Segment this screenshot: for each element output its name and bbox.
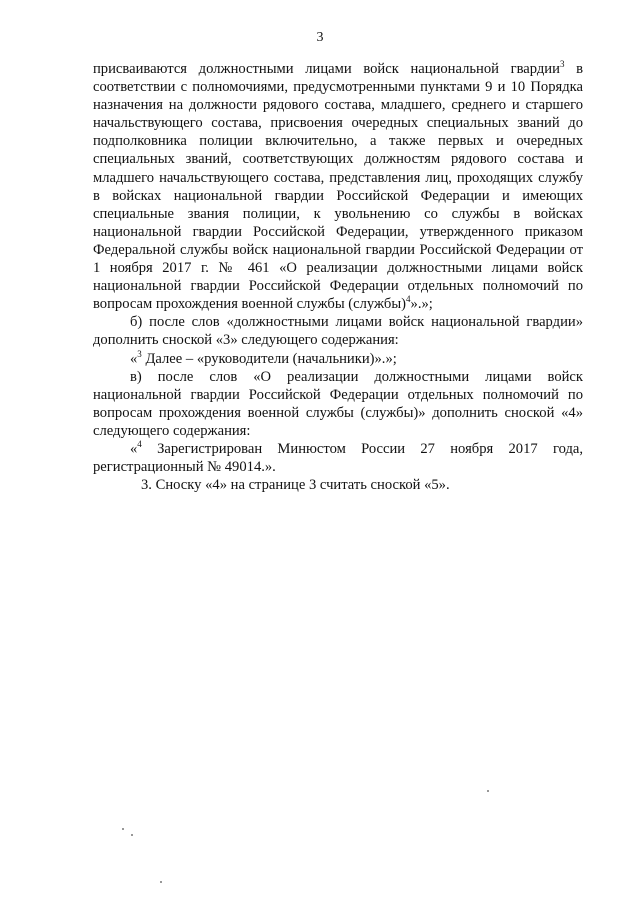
paragraph-text: присваиваются должностными лицами войск национальной гвардии — [93, 61, 560, 77]
page-number: 3 — [316, 30, 324, 45]
paragraph-item-v: в) после слов «О реализации должностными лицами войск национальной гвардии Российской Федерации отдельных полномочий по вопросам прохождения военной службы (службы)» дополнить сноской «4» следующего содержания: — [93, 368, 583, 439]
paragraph-text: ».»; — [410, 296, 433, 313]
footnote-body: Далее – «руководители (начальники)».»; — [141, 350, 397, 367]
quote-open: « — [130, 350, 138, 367]
footnote-4-text — [93, 440, 583, 476]
paragraph-continuation — [93, 60, 583, 313]
paragraph-item-3: 3. Сноску «4» на странице 3 считать сноской «5». — [141, 477, 450, 494]
document-body — [93, 60, 583, 494]
footnote-ref: 3 — [137, 348, 142, 359]
footnote-3-text — [93, 350, 583, 368]
quote-open: « — [130, 440, 138, 457]
footnote-body: Зарегистрирован Минюстом России 27 ноября 2017 года, регистрационный № 49014.». — [93, 440, 583, 476]
footnote-ref: 3 — [559, 59, 565, 70]
footnote-ref: 4 — [406, 294, 411, 305]
scan-speck — [122, 828, 124, 830]
paragraph-text: в соответствии с полномочиями, предусмотренными пунктами 9 и 10 Порядка назначения на должности рядового состава, младшего, среднего и старшего начальствующего состава, присвоения очередных специальных званий до подполковника полиции включительно, а также первых и очередных специальных званий, соответствующих должностям рядового состава и младшего начальствующего состава, представления лиц, проходящих службу в войсках национальной гвардии Российской Федерации и имеющих специальные звания полиции, к увольнению со службы в войсках национальной гвардии Российской Федерации, утвержденного приказом Федеральной службы войск национальной гвардии Российской Федерации от 1 ноября 2017 г. № 461 «О реализации должностными лицами войск национальной гвардии Российской Федерации отдельных полномочий по вопросам прохождения военной службы (службы) — [93, 61, 584, 313]
scan-speck — [487, 790, 489, 792]
scan-speck — [131, 834, 133, 836]
scan-speck — [160, 881, 162, 883]
footnote-ref: 4 — [137, 439, 142, 450]
paragraph-item-b: б) после слов «должностными лицами войск национальной гвардии» дополнить сноской «3» следующего содержания: — [93, 314, 583, 349]
